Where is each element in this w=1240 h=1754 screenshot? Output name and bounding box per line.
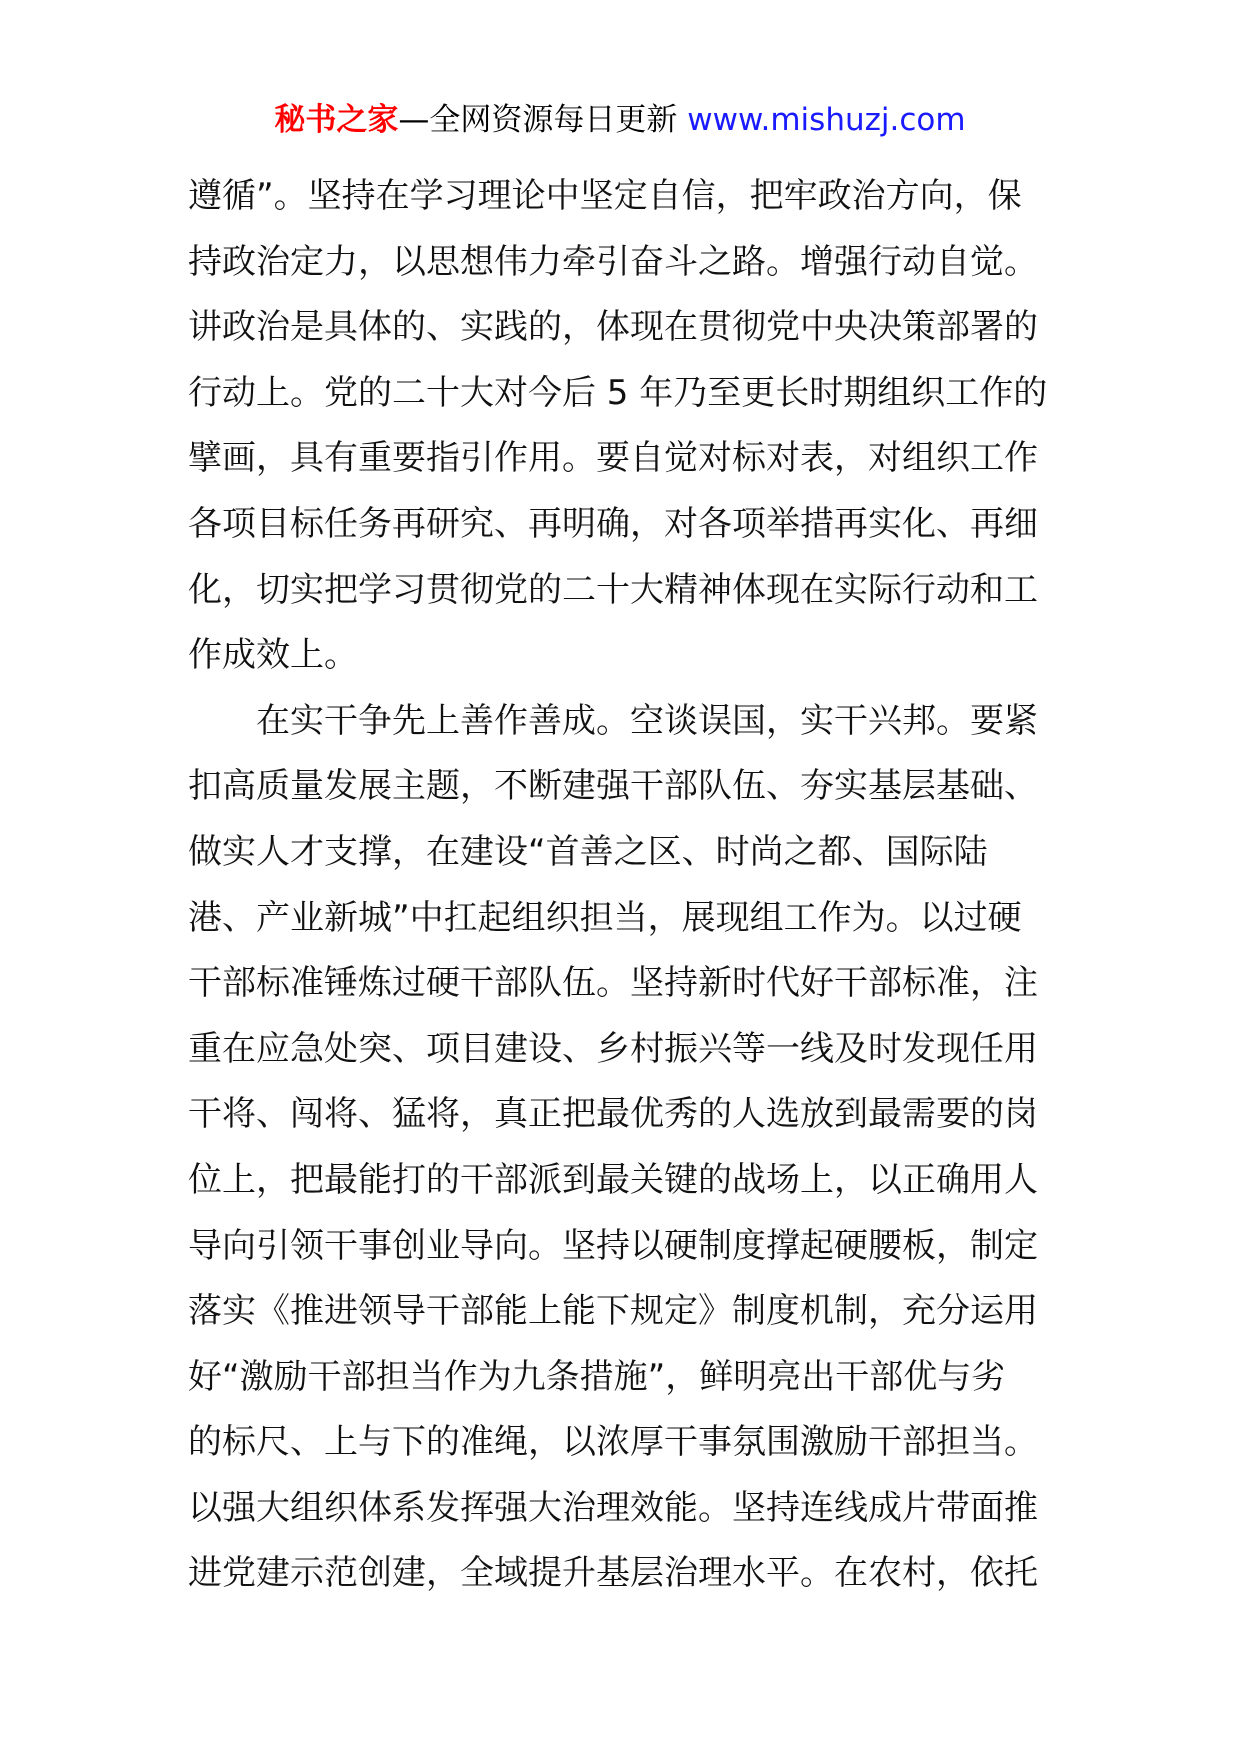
- text-line: 擘画，具有重要指引作用。要自觉对标对表，对组织工作: [188, 438, 1038, 479]
- text-line: 好“激励干部担当作为九条措施”，鲜明亮出干部优与劣: [188, 1356, 1006, 1397]
- text-line: 扣高质量发展主题，不断建强干部队伍、夯实基层基础、: [188, 766, 1038, 807]
- text-line: 遵循”。坚持在学习理论中坚定自信，把牢政治方向，保: [188, 176, 1022, 216]
- text-line: 行动上。党的二十大对今后 5 年乃至更长时期组织工作的: [188, 372, 1048, 413]
- text-line: 位上，把最能打的干部派到最关键的战场上，以正确用人: [188, 1159, 1038, 1200]
- text-line: 以强大组织体系发挥强大治理效能。坚持连线成片带面推: [188, 1487, 1038, 1528]
- text-line: 港、产业新城”中扛起组织担当，展现组工作为。以过硬: [188, 897, 1022, 938]
- site-header: [0, 98, 1240, 142]
- text-line: 导向引领干事创业导向。坚持以硬制度撑起硬腰板，制定: [188, 1225, 1038, 1266]
- document-body: [188, 164, 1058, 1607]
- text-line: 干将、闯将、猛将，真正把最优秀的人选放到最需要的岗: [188, 1094, 1038, 1135]
- text-line: 做实人才支撑，在建设“首善之区、时尚之都、国际陆: [188, 831, 988, 872]
- text-line: 进党建示范创建，全域提升基层治理水平。在农村，依托: [188, 1553, 1038, 1594]
- text-line: 各项目标任务再研究、再明确，对各项举措再实化、再细: [188, 503, 1038, 544]
- paragraph-first-line: 在实干争先上善作善成。空谈误国，实干兴邦。要紧: [256, 700, 1038, 741]
- text-line: 落实《推进领导干部能上能下规定》制度机制，充分运用: [188, 1291, 1038, 1332]
- text-line: 干部标准锤炼过硬干部队伍。坚持新时代好干部标准，注: [188, 963, 1038, 1004]
- text-line: 讲政治是具体的、实践的，体现在贯彻党中央决策部署的: [188, 307, 1038, 348]
- text-line: 持政治定力，以思想伟力牵引奋斗之路。增强行动自觉。: [188, 241, 1038, 282]
- text-line: 重在应急处突、项目建设、乡村振兴等一线及时发现任用: [188, 1028, 1038, 1069]
- site-url-link[interactable]: www.mishuzj.com: [687, 102, 966, 138]
- text-line: 作成效上。: [188, 635, 358, 676]
- text-line: 化，切实把学习贯彻党的二十大精神体现在实际行动和工: [188, 569, 1038, 610]
- text-line: 的标尺、上与下的准绳，以浓厚干事氛围激励干部担当。: [188, 1422, 1038, 1463]
- site-brand: 秘书之家: [274, 102, 399, 138]
- site-tagline: —全网资源每日更新: [398, 102, 678, 138]
